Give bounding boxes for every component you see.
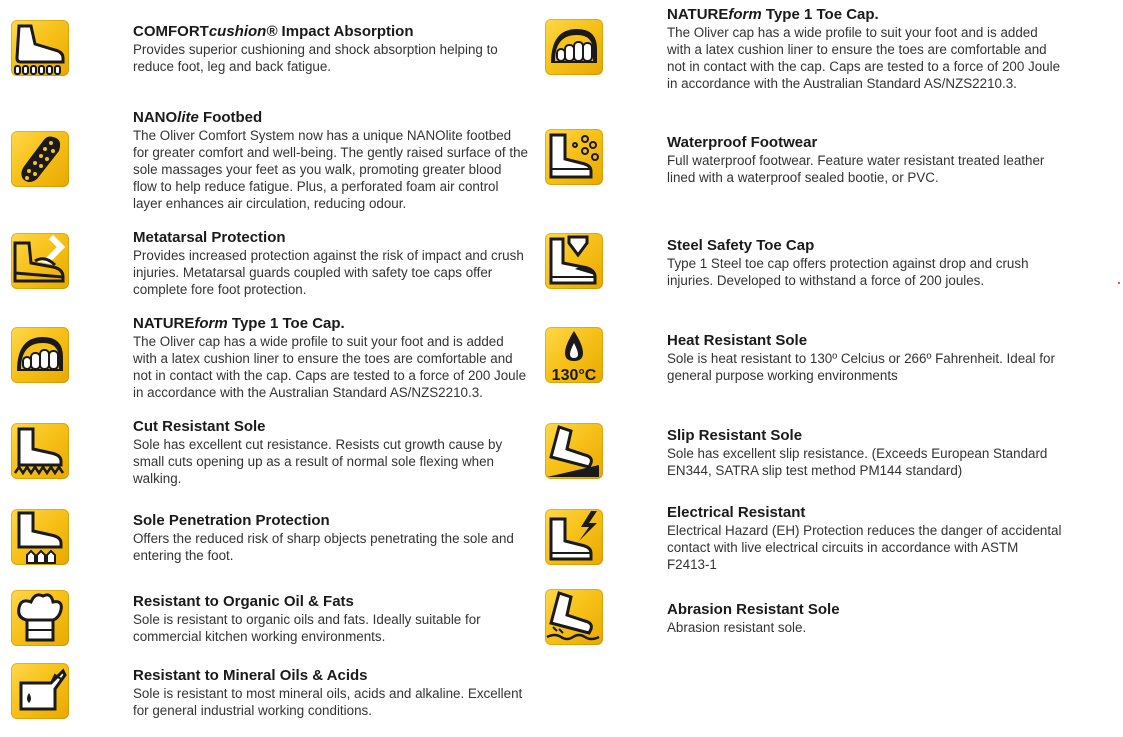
feature-description: Abrasion resistant sole. — [667, 620, 807, 635]
feature-title: Electrical Resistant — [667, 504, 806, 521]
feature-description: The Oliver cap has a wide profile to suit your foot and is added with a latex cushion liner to ensure the toes are comfortable and not in contact with the cap. Caps are tested to a force of 200 Joule in accordance with the Australian Standard AS/NZS2210.3. — [133, 334, 527, 400]
waterproof-boot-icon — [545, 129, 603, 185]
feature-title: NATUREform Type 1 Toe Cap. — [133, 315, 345, 332]
feature-description: Electrical Hazard (EH) Protection reduces the danger of accidental contact with live electrical circuits in accordance with ASTM F2413-1 — [667, 523, 1062, 572]
feature-description: Sole is resistant to most mineral oils, acids and alkaline. Excellent for general industrial working conditions. — [133, 686, 523, 718]
feature-description: Provides increased protection against the risk of impact and crush injuries. Metatarsal guards coupled with safety toe caps offer complete fore foot protection. — [133, 248, 524, 297]
steel-toe-cap-icon — [545, 233, 603, 289]
feature-description: The Oliver Comfort System now has a unique NANOlite footbed for greater comfort and well-being. The gently raised surface of the sole massages your feet as you walk, promoting greater blood flow to help reduce fatigue. Plus, a perforated foam air control layer enhances air circulation, reducing odour. — [133, 128, 528, 211]
feature-title: NATUREform Type 1 Toe Cap. — [667, 6, 879, 23]
chef-hat-icon — [11, 590, 69, 646]
cut-resistant-boot-icon — [11, 423, 69, 479]
feature-description: Sole is heat resistant to 130º Celcius or 266º Fahrenheit. Ideal for general purpose working environments — [667, 351, 1055, 383]
heat-flame-icon — [545, 327, 603, 383]
feature-title: Sole Penetration Protection — [133, 512, 330, 529]
feature-title: Resistant to Organic Oil & Fats — [133, 593, 354, 610]
foot-impact-icon — [11, 20, 69, 76]
feature-title: Cut Resistant Sole — [133, 418, 266, 435]
feature-description: Full waterproof footwear. Feature water resistant treated leather lined with a waterproof sealed bootie, or PVC. — [667, 153, 1045, 185]
feature-title: Abrasion Resistant Sole — [667, 601, 840, 618]
feature-title: Resistant to Mineral Oils & Acids — [133, 667, 368, 684]
toe-cap-icon — [545, 19, 603, 75]
sole-penetration-boot-icon — [11, 509, 69, 565]
feature-description: Offers the reduced risk of sharp objects penetrating the sole and entering the foot. — [133, 531, 514, 563]
heat-rating-label: 130°C — [551, 367, 597, 383]
abrasion-boot-icon — [545, 589, 603, 645]
feature-title: Waterproof Footwear — [667, 134, 818, 151]
feature-title: Steel Safety Toe Cap — [667, 237, 815, 254]
feature-description: The Oliver cap has a wide profile to suit your foot and is added with a latex cushion liner to ensure the toes are comfortable and not in contact with the cap. Caps are tested to a force of 200 Joule in accordance with the Australian Standard AS/NZS2210.3. — [667, 25, 1061, 91]
feature-description: Sole has excellent slip resistance. (Exceeds European Standard EN344, SATRA slip test method PM144 standard) — [667, 446, 1048, 478]
feature-title: COMFORTcushion® Impact Absorption — [133, 23, 414, 40]
feature-title: Heat Resistant Sole — [667, 332, 808, 349]
slip-resistant-boot-icon — [545, 423, 603, 479]
feature-description: Sole is resistant to organic oils and fats. Ideally suitable for commercial kitchen working environments. — [133, 612, 481, 644]
feature-description: Sole has excellent cut resistance. Resists cut growth cause by small cuts opening up as a result of normal sole flexing when walking. — [133, 437, 503, 486]
metatarsal-guard-icon — [11, 233, 69, 289]
feature-description: Provides superior cushioning and shock absorption helping to reduce foot, leg and back fatigue. — [133, 42, 498, 74]
feature-title: NANOlite Footbed — [133, 109, 263, 126]
footbed-sole-icon — [11, 131, 69, 187]
feature-title: Metatarsal Protection — [133, 229, 286, 246]
toe-cap-icon — [11, 327, 69, 383]
electrical-boot-icon — [545, 509, 603, 565]
feature-description: Type 1 Steel toe cap offers protection against drop and crush injuries. Developed to withstand a force of 200 joules. — [667, 256, 1029, 288]
stray-dot — [1118, 282, 1120, 284]
feature-title: Slip Resistant Sole — [667, 427, 803, 444]
oil-can-icon — [11, 663, 69, 719]
